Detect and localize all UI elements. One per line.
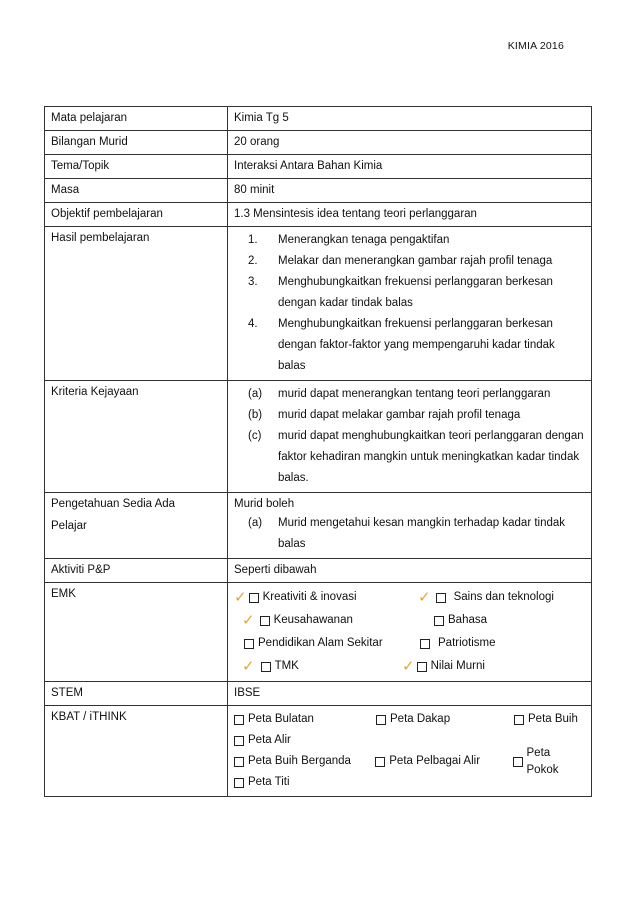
label-objektif: Objektif pembelajaran	[45, 203, 228, 227]
item-text: Menerangkan tenaga pengaktifan	[278, 234, 450, 246]
row-emk	[45, 583, 592, 682]
value-kriteria	[228, 381, 592, 493]
check-icon: ✓	[402, 658, 415, 675]
kbat-peta-pokok	[513, 745, 585, 779]
document-tag: KIMIA 2016	[507, 40, 564, 52]
item-letter: (a)	[248, 388, 263, 400]
checkbox-icon	[417, 662, 427, 672]
checkbox-icon	[376, 715, 386, 725]
item-number: 1.	[248, 234, 258, 246]
label-hasil: Hasil pembelajaran	[45, 227, 228, 381]
row-stem	[45, 682, 592, 706]
item-text: Menghubungkaitkan frekuensi perlanggaran berkesan dengan faktor-faktor yang mempengaruhi kadar tindak balas	[278, 318, 555, 372]
label-stem: STEM	[45, 682, 228, 706]
item-number: 4.	[248, 318, 258, 330]
checkbox-icon	[514, 715, 524, 725]
checkbox-icon	[261, 662, 271, 672]
label-pengetahuan	[45, 493, 228, 559]
label-line: Pengetahuan Sedia Ada	[51, 498, 176, 510]
emk-label: Sains dan teknologi	[453, 591, 554, 603]
checkbox-icon	[234, 715, 244, 725]
label-line: Pelajar	[51, 520, 87, 532]
checkbox-icon	[234, 757, 244, 767]
label-mata-pelajaran: Mata pelajaran	[45, 107, 228, 131]
kbat-label: Peta Buih	[528, 713, 578, 725]
list-item	[248, 230, 585, 251]
hasil-list	[234, 230, 585, 377]
item-text: Menghubungkaitkan frekuensi perlanggaran berkesan dengan kadar tindak balas	[278, 276, 553, 309]
check-icon: ✓	[242, 612, 255, 629]
kbat-label: Peta Buih Berganda	[248, 755, 351, 767]
checkbox-icon	[434, 616, 444, 626]
emk-keusahawanan	[234, 612, 434, 629]
checkbox-icon	[249, 593, 259, 603]
emk-label: Kreativiti & inovasi	[262, 591, 357, 603]
emk-label: Bahasa	[448, 614, 488, 626]
item-letter: (a)	[248, 517, 263, 529]
item-letter: (c)	[248, 430, 262, 442]
kbat-label: Peta Titi	[248, 776, 290, 788]
checkbox-icon	[260, 616, 270, 626]
emk-label: Pendidikan Alam Sekitar	[258, 637, 383, 649]
row-objektif	[45, 203, 592, 227]
lesson-plan-table	[44, 106, 592, 797]
value-objektif: 1.3 Mensintesis idea tentang teori perlanggaran	[228, 203, 592, 227]
row-pengetahuan	[45, 493, 592, 559]
emk-line	[234, 609, 585, 632]
label-bilangan-murid: Bilangan Murid	[45, 131, 228, 155]
checkbox-icon	[420, 639, 430, 649]
kbat-peta-buih-berganda	[234, 753, 375, 770]
kbat-peta-buih	[514, 711, 578, 728]
item-number: 2.	[248, 255, 258, 267]
emk-patriotisme	[420, 635, 496, 652]
emk-sains	[418, 589, 554, 606]
check-icon: ✓	[242, 658, 255, 675]
row-hasil-pembelajaran	[45, 227, 592, 381]
item-number: 3.	[248, 276, 258, 288]
checkbox-icon	[234, 778, 244, 788]
item-letter: (b)	[248, 409, 263, 421]
list-item	[248, 513, 585, 555]
value-stem: IBSE	[228, 682, 592, 706]
label-emk: EMK	[45, 583, 228, 682]
label-kbat: KBAT / iTHINK	[45, 706, 228, 797]
emk-label: TMK	[274, 660, 299, 672]
kbat-label: Peta Bulatan	[248, 713, 314, 725]
pengetahuan-list	[234, 513, 585, 555]
checkbox-icon	[375, 757, 385, 767]
row-tema	[45, 155, 592, 179]
value-aktiviti: Seperti dibawah	[228, 559, 592, 583]
item-text: murid dapat menerangkan tentang teori perlanggaran	[278, 388, 551, 400]
emk-label: Keusahawanan	[273, 614, 353, 626]
value-mata-pelajaran: Kimia Tg 5	[228, 107, 592, 131]
kbat-label: Peta Dakap	[390, 713, 451, 725]
row-masa	[45, 179, 592, 203]
kbat-peta-alir	[234, 732, 291, 749]
row-kriteria	[45, 381, 592, 493]
list-item	[248, 251, 585, 272]
value-bilangan-murid: 20 orang	[228, 131, 592, 155]
list-item	[248, 405, 585, 426]
emk-tmk	[234, 658, 402, 675]
list-item	[248, 314, 585, 377]
item-text: Melakar dan menerangkan gambar rajah profil tenaga	[278, 255, 553, 267]
item-text: murid dapat menghubungkaitkan teori perlanggaran dengan faktor kehadiran mangkin untuk meningkatkan kadar tindak balas.	[278, 430, 584, 484]
kbat-peta-dakap	[376, 711, 514, 728]
row-kbat	[45, 706, 592, 797]
list-item	[248, 384, 585, 405]
label-tema: Tema/Topik	[45, 155, 228, 179]
kbat-peta-pelbagai-alir	[375, 753, 512, 770]
checkbox-icon	[234, 736, 244, 746]
checkbox-icon	[244, 639, 254, 649]
value-masa: 80 minit	[228, 179, 592, 203]
checkbox-icon	[436, 593, 446, 603]
row-bilangan-murid	[45, 131, 592, 155]
check-icon: ✓	[234, 589, 247, 606]
label-masa: Masa	[45, 179, 228, 203]
value-pengetahuan	[228, 493, 592, 559]
value-kbat	[228, 706, 592, 797]
emk-line	[234, 586, 585, 609]
list-item	[248, 272, 585, 314]
kbat-label: Peta Pokok	[526, 746, 559, 776]
check-icon: ✓	[418, 589, 431, 606]
emk-label: Patriotisme	[438, 637, 496, 649]
emk-line	[234, 632, 585, 655]
list-item	[248, 426, 585, 489]
label-aktiviti: Aktiviti P&P	[45, 559, 228, 583]
kbat-peta-bulatan	[234, 711, 376, 728]
kbat-label: Peta Pelbagai Alir	[389, 755, 481, 767]
item-text: Murid mengetahui kesan mangkin terhadap kadar tindak balas	[278, 517, 566, 550]
label-kriteria: Kriteria Kejayaan	[45, 381, 228, 493]
row-mata-pelajaran	[45, 107, 592, 131]
intro-text: Murid boleh	[234, 498, 295, 510]
checkbox-icon	[513, 757, 523, 767]
emk-bahasa	[434, 612, 487, 629]
value-hasil	[228, 227, 592, 381]
row-aktiviti	[45, 559, 592, 583]
emk-alam-sekitar	[234, 635, 420, 652]
kbat-peta-titi	[234, 774, 290, 791]
kbat-line	[234, 709, 585, 730]
kbat-line	[234, 746, 585, 776]
emk-label: Nilai Murni	[430, 660, 485, 672]
kbat-label: Peta Alir	[248, 734, 291, 746]
value-tema: Interaksi Antara Bahan Kimia	[228, 155, 592, 179]
value-emk	[228, 583, 592, 682]
emk-kreativiti	[234, 589, 418, 606]
emk-line	[234, 655, 585, 678]
emk-nilai-murni	[402, 658, 485, 675]
item-text: murid dapat melakar gambar rajah profil tenaga	[278, 409, 521, 421]
kriteria-list	[234, 384, 585, 489]
